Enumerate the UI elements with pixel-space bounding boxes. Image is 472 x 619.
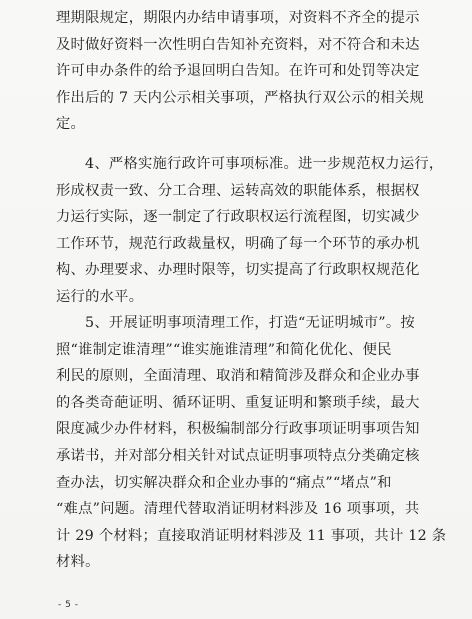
text-line: 力运行实际，逐一制定了行政职权运行流程图，切实减少 bbox=[56, 209, 420, 226]
text-line: 作出后的 7 天内公示相关事项，严格执行双公示的相关规 bbox=[56, 89, 425, 106]
text-line: 运行的水平。 bbox=[56, 288, 144, 305]
text-line: 的各类奇葩证明、循环证明、重复证明和繁琐手续，最大 bbox=[56, 394, 420, 411]
paragraph-approval-deadlines bbox=[56, 5, 425, 138]
paragraph-item-4-licensing-standards bbox=[56, 151, 444, 311]
text-line: 查办法，切实解决群众和企业办事的“痛点”“堵点”和 bbox=[56, 474, 392, 491]
text-line: 5、开展证明事项清理工作，打造“无证明城市”。按 bbox=[85, 315, 415, 331]
text-line: 限度减少办件材料，积极编制部分行政事项证明事项告知 bbox=[56, 421, 420, 438]
text-line: 承诺书，并对部分相关针对试点证明事项特点分类确定核 bbox=[56, 447, 420, 464]
text-line: 构、办理要求、办理时限等，切实提高了行政职权规范化 bbox=[56, 262, 420, 279]
text-line: 理期限规定，期限内办结申请事项，对资料不齐全的提示 bbox=[56, 10, 420, 26]
text-line: 4、严格实施行政许可事项标准。进一步规范权力运行， bbox=[85, 156, 444, 172]
text-line: 工作环节，规范行政裁量权，明确了每一个环节的承办机 bbox=[56, 235, 420, 252]
text-line: 许可申办条件的给予退回明白告知。在许可和处罚等决定 bbox=[56, 63, 420, 80]
text-line: 照“谁制定谁清理”“谁实施谁清理”和简化优化、便民 bbox=[56, 341, 392, 358]
paragraph-item-5-certificate-cleanup bbox=[56, 310, 447, 576]
text-line: 形成权责一致、分工合理、运转高效的职能体系，根据权 bbox=[56, 182, 420, 199]
page-number: - 5 - bbox=[58, 600, 79, 610]
text-line: 材料。 bbox=[56, 554, 100, 571]
text-line: “难点”问题。清理代替取消证明材料涉及 16 项事项，共 bbox=[56, 501, 420, 518]
text-line: 及时做好资料一次性明白告知补充资料，对不符合和未达 bbox=[56, 36, 420, 53]
text-line: 定。 bbox=[56, 116, 86, 133]
text-line: 计 29 个材料；直接取消证明材料涉及 11 事项，共计 12 条 bbox=[56, 527, 447, 544]
text-line: 利民的原则，全面清理、取消和精简涉及群众和企业办事 bbox=[56, 368, 420, 385]
